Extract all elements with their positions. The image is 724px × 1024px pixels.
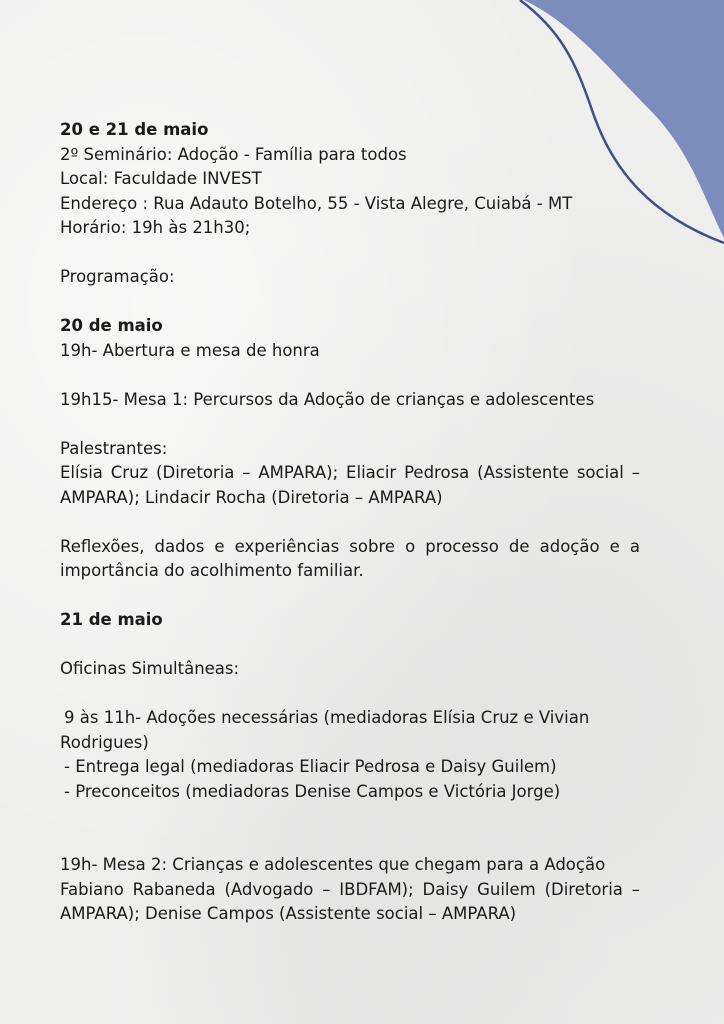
event-location: Local: Faculdade INVEST <box>60 169 262 188</box>
workshop-1-line2: Rodrigues) <box>60 732 149 752</box>
workshop-2: - Entrega legal (mediadoras Eliacir Pedrosa e Daisy Guilem) <box>64 757 557 776</box>
day2-workshops-label: Oficinas Simultâneas: <box>60 659 240 678</box>
document-body <box>60 118 640 927</box>
day2-panel-speakers: Fabiano Rabaneda (Advogado – IBDFAM); Daisy Guilem (Diretoria – AMPARA); Denise Campos (Assistente social – AMPARA) <box>60 879 640 923</box>
day1-panel: 19h15- Mesa 1: Percursos da Adoção de crianças e adolescentes <box>60 389 595 409</box>
workshop-3: - Preconceitos (mediadoras Denise Campos e Victória Jorge) <box>64 781 561 801</box>
program-label: Programação: <box>60 267 175 286</box>
event-dates-heading: 20 e 21 de maio <box>60 120 209 139</box>
event-schedule: Horário: 19h às 21h30; <box>60 218 251 237</box>
event-title: 2º Seminário: Adoção - Família para todos <box>60 144 407 164</box>
day2-panel: 19h- Mesa 2: Crianças e adolescentes que chegam para a Adoção <box>60 855 606 874</box>
day2-heading: 21 de maio <box>60 610 163 629</box>
day1-speakers: Elísia Cruz (Diretoria – AMPARA); Eliacir Pedrosa (Assistente social – AMPARA); Lindacir Rocha (Diretoria – AMPARA) <box>60 463 640 507</box>
day1-heading: 20 de maio <box>60 316 163 335</box>
event-address: Endereço : Rua Adauto Botelho, 55 - Vista Alegre, Cuiabá - MT <box>60 193 573 213</box>
day1-description: Reflexões, dados e experiências sobre o processo de adoção e a importância do acolhimento familiar. <box>60 536 640 580</box>
day1-speakers-label: Palestrantes: <box>60 438 168 458</box>
day1-opening: 19h- Abertura e mesa de honra <box>60 340 320 360</box>
workshop-1-line1: 9 às 11h- Adoções necessárias (mediadoras Elísia Cruz e Vivian <box>64 708 590 727</box>
